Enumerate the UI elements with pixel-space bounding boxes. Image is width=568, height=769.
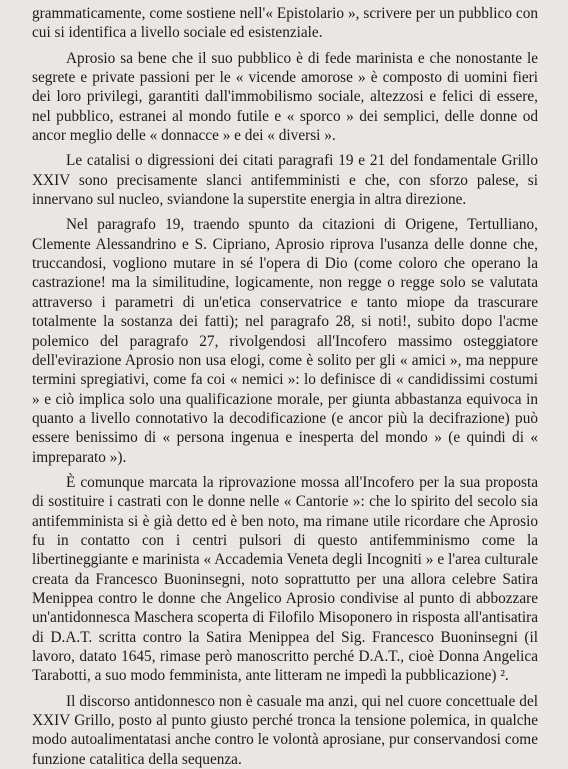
paragraph-3: Le catalisi o digressioni dei citati paragrafi 19 e 21 del fondamentale Grillo XXIV sono precisamente slanci antifemministi e che, con sforzo palese, si innervano sul nucleo, sviandone la superstite energia in altra direzione. (32, 152, 538, 209)
paragraph-5: È comunque marcata la riprovazione mossa all'Incofero per la sua proposta di sostituire i castrati con le donne nelle « Cantorie »: che lo spirito del secolo sia antifemminista si è già detto ed è ben noto, ma rimane utile ricordare che Aprosio fu in contatto con i centri pulsori di questo antifemminismo come la libertineggiante e marinista « Accademia Veneta degli Incogniti » e l'area culturale creata da Francesco Buoninsegni, noto soprattutto per una allora celebre Satira Menippea contro le donne che Angelico Aprosio condivise al punto di abbozzare un'antidonnesca Maschera scoperta di Filofilo Misoponero in risposta all'antisatira di D.A.T. scritta contro la Satira Menippea del Sig. Francesco Buoninsegni (il lavoro, datato 1645, rimase però manoscritto perché D.A.T., cioè Donna Angelica Tarabotti, a suo modo femminista, ante litteram ne impedì la pubblicazione) ². (32, 473, 538, 685)
paragraph-1: grammaticamente, come sostiene nell'« Epistolario », scrivere per un pubblico con cui si identifica a livello sociale ed esistenziale. (32, 5, 538, 42)
paragraph-2: Aprosio sa bene che il suo pubblico è di fede marinista e che nonostante le segrete e private passioni per le « vicende amorose » è composto di uomini fieri dei loro privilegi, garantiti dall'immobilismo sociale, altezzosi e felici di essere, nel pubblico, estranei al mondo futile e « sporco » dei semplici, delle donne od ancor meglio delle « donnacce » e dei « diversi ». (32, 49, 538, 145)
paragraph-6: Il discorso antidonnesco non è casuale ma anzi, qui nel cuore concettuale del XXIV Grillo, posto al punto giusto perché tronca la tensione polemica, in qualche modo autoalimentatasi anche contro le volontà aprosiane, pur conservandosi come funzione catalitica della sequenza. (32, 692, 538, 768)
paragraph-4: Nel paragrafo 19, traendo spunto da citazioni di Origene, Tertulliano, Clemente Alessandrino e S. Cipriano, Aprosio riprova l'usanza delle donne che, truccandosi, vogliono mutare in sé l'opera di Dio (come coloro che operano la castrazione! ma la similitudine, logicamente, non regge o regge solo se valutata attraverso i parametri di un'etica conservatrice e tanto miope da trascurare totalmente la sostanza dei fatti); nel paragrafo 28, si noti!, subito dopo l'acme polemico del paragrafo 27, rivolgendosi all'Incofero massimo osteggiatore dell'evirazione Aprosio non usa elogi, come è solito per gli « amici », ma neppure termini spregiativi, come fa coi « nemici »: lo definisce di « candidissimi costumi » e ciò implica solo una qualificazione morale, per giunta abbastanza equivoca in quanto a livello connotativo la decodificazione (e ancor più la decifrazione) può essere benissimo di « persona ingenua e inesperta del mondo » (e quindi di « impreparato »). (32, 216, 538, 466)
